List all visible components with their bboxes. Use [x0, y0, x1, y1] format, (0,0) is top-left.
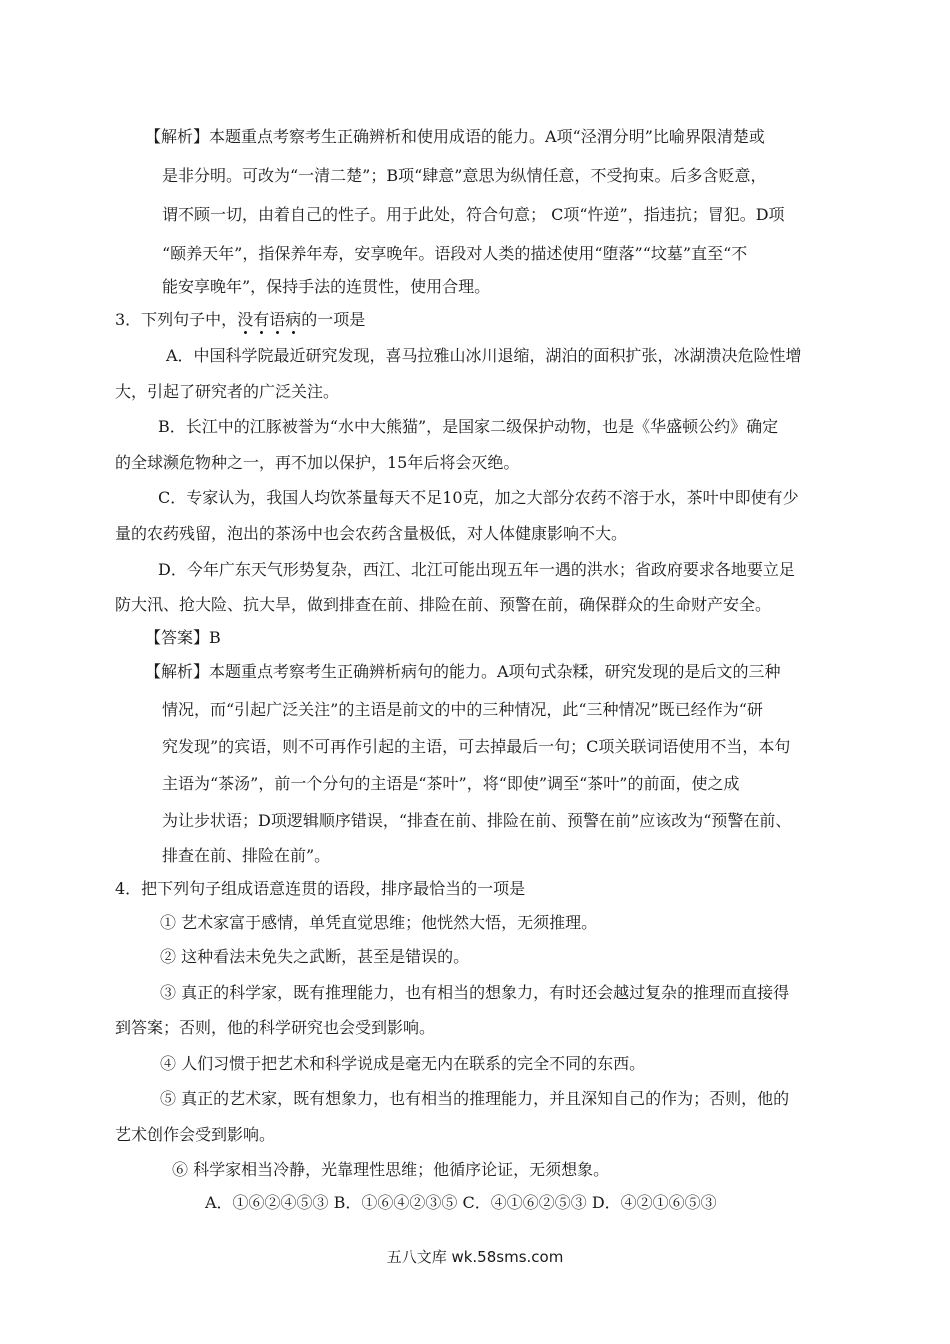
q3-option-b-line-1: B．长江中的江豚被誉为“水中大熊猫”，是国家二级保护动物，也是《华盛顿公约》确定	[158, 417, 779, 436]
q3-analysis-line-2: 情况，而“引起广泛关注”的主语是前文的中的三种情况，此“三种情况”既已经作为“研	[162, 700, 763, 719]
q2-analysis-line-1: 【解析】本题重点考察考生正确辨析和使用成语的能力。A项“泾渭分明”比喻界限清楚或	[145, 127, 765, 146]
q2-analysis-line-5: 能安享晚年”，保持手法的连贯性，使用合理。	[162, 277, 491, 296]
q3-option-d-line-1: D．今年广东天气形势复杂，西江、北江可能出现五年一遇的洪水；省政府要求各地要立足	[158, 560, 795, 579]
q4-sentence-1: ① 艺术家富于感情，单凭直觉思维；他恍然大悟，无须推理。	[160, 913, 598, 932]
q3-answer: 【答案】B	[145, 628, 221, 647]
q3-analysis-line-1: 【解析】本题重点考察考生正确辨析病句的能力。A项句式杂糅，研究发现的是后文的三种	[145, 662, 781, 681]
emphasis-dot-char: 病	[285, 310, 302, 329]
q3-option-a-line-1: A．中国科学院最近研究发现，喜马拉雅山冰川退缩，湖泊的面积扩张，冰湖溃决危险性增	[166, 346, 802, 365]
q3-analysis-line-3: 究发现”的宾语，则不可再作引起的主语，可去掉最后一句；C项关联词语使用不当，本句	[162, 737, 791, 756]
q2-analysis-line-2: 是非分明。可改为“一清二楚”；B项“肆意”意思为纵情任意，不受拘束。后多含贬意，	[162, 166, 767, 185]
emphasis-dot-char: 语	[269, 310, 286, 329]
emphasis-dot-char: 没	[237, 310, 254, 329]
q2-analysis-line-4: “颐养天年”，指保养年寿，安享晚年。语段对人类的描述使用“堕落”“坟墓”直至“不	[162, 244, 748, 263]
q3-option-a-line-2: 大，引起了研究者的广泛关注。	[115, 382, 340, 401]
q3-analysis-line-5: 为让步状语；D项逻辑顺序错误，“排查在前、排险在前、预警在前”应该改为“预警在前、	[162, 811, 792, 830]
q4-sentence-5-line-1: ⑤ 真正的艺术家，既有想象力，也有相当的推理能力，并且深知自己的作为；否则，他的	[160, 1089, 790, 1108]
q4-sentence-3-line-1: ③ 真正的科学家，既有推理能力，也有相当的想象力，有时还会越过复杂的推理而直接得	[160, 983, 790, 1002]
q3-stem-dotted	[237, 310, 301, 329]
q3-option-c-line-1: C．专家认为，我国人均饮茶量每天不足10克，加之大部分农药不溶于水，茶叶中即使有少	[158, 488, 799, 507]
q4-sentence-3-line-2: 到答案；否则，他的科学研究也会受到影响。	[115, 1018, 436, 1037]
q2-analysis-line-3: 谓不顾一切，由着自己的性子。用于此处，符合句意； C项“忤逆”，指违抗；冒犯。D项	[162, 205, 785, 224]
q3-analysis-line-4: 主语为“茶汤”，前一个分句的主语是“茶叶”，将“即使”调至“茶叶”的前面，使之成	[162, 774, 740, 793]
q4-stem: 4．把下列句子组成语意连贯的语段，排序最恰当的一项是	[115, 879, 526, 898]
q4-sentence-5-line-2: 艺术创作会受到影响。	[115, 1125, 276, 1144]
q4-choices: A．①⑥②④⑤③ B．①⑥④②③⑤ C．④①⑥②⑤③ D．④②①⑥⑤③	[205, 1193, 717, 1212]
q4-sentence-4: ④ 人们习惯于把艺术和科学说成是毫无内在联系的完全不同的东西。	[160, 1054, 646, 1073]
q4-sentence-6: ⑥ 科学家相当冷静，光靠理性思维；他循序论证，无须想象。	[172, 1160, 610, 1179]
q3-stem-prefix: 3．下列句子中，	[115, 310, 238, 329]
footer-watermark: 五八文库 wk.58sms.com	[386, 1248, 564, 1266]
q3-option-b-line-2: 的全球濒危物种之一，再不加以保护，15年后将会灭绝。	[115, 453, 520, 472]
q3-option-c-line-2: 量的农药残留，泡出的茶汤中也会农药含量极低，对人体健康影响不大。	[115, 524, 628, 543]
emphasis-dot-char: 有	[253, 310, 270, 329]
q3-analysis-line-6: 排查在前、排险在前”。	[162, 846, 331, 865]
q3-stem-suffix: 的一项是	[301, 310, 366, 329]
q4-sentence-2: ② 这种看法未免失之武断，甚至是错误的。	[160, 947, 470, 966]
q3-option-d-line-2: 防大汛、抢大险、抗大旱，做到排查在前、排险在前、预警在前，确保群众的生命财产安全。	[115, 595, 772, 614]
q3-stem	[115, 310, 365, 330]
